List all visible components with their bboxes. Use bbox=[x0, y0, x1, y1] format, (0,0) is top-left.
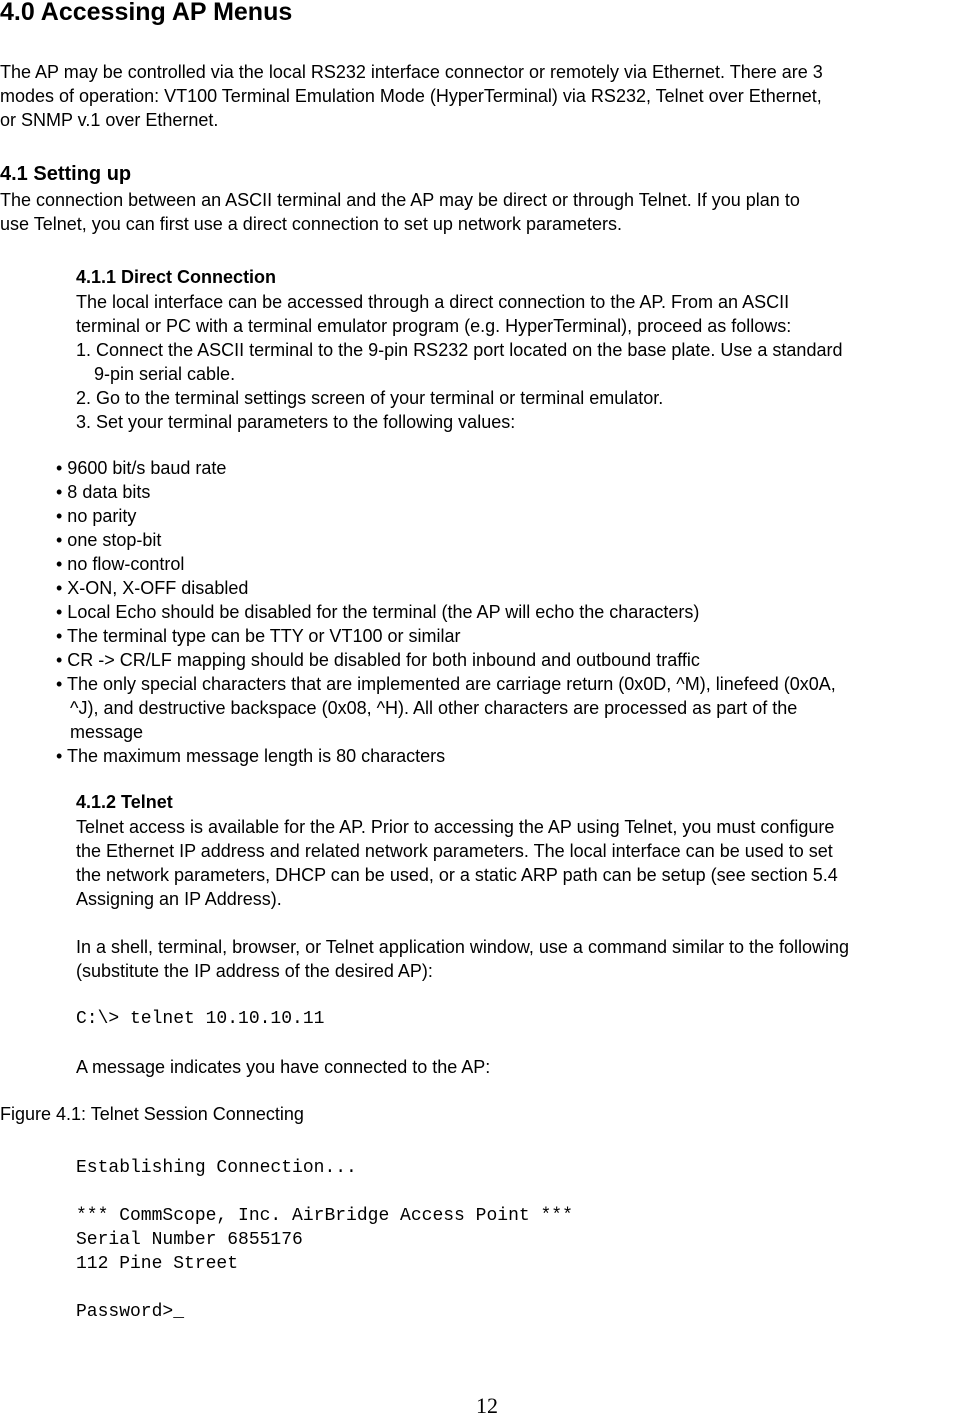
intro-line: modes of operation: VT100 Terminal Emulation Mode (HyperTerminal) via RS232, Telnet over Ethernet, bbox=[0, 86, 822, 106]
list-item: • CR -> CR/LF mapping should be disabled for both inbound and outbound traffic bbox=[56, 650, 700, 670]
list-item: • The maximum message length is 80 characters bbox=[56, 746, 446, 766]
setup-line: use Telnet, you can first use a direct connection to set up network parameters. bbox=[0, 214, 623, 234]
terminal-output-line: Serial Number 6855176 bbox=[76, 1230, 303, 1250]
terminal-output-line: Establishing Connection... bbox=[76, 1158, 357, 1178]
direct-connection-paragraph bbox=[76, 290, 842, 434]
telnet-heading: 4.1.2 Telnet bbox=[76, 792, 173, 812]
telnet-line: the network parameters, DHCP can be used, or a static ARP path can be setup (see section 5.4 bbox=[76, 865, 838, 885]
list-item: • X-ON, X-OFF disabled bbox=[56, 578, 249, 598]
direct-connection-heading: 4.1.1 Direct Connection bbox=[76, 267, 277, 287]
telnet-line: In a shell, terminal, browser, or Telnet application window, use a command similar to the following bbox=[76, 937, 850, 957]
list-item: • no parity bbox=[56, 506, 137, 526]
telnet-line: the Ethernet IP address and related network parameters. The local interface can be used to set bbox=[76, 841, 833, 861]
password-prompt: Password>_ bbox=[76, 1302, 185, 1322]
list-item: • 9600 bit/s baud rate bbox=[56, 458, 227, 478]
list-item: • one stop-bit bbox=[56, 530, 162, 550]
intro-line: The AP may be controlled via the local RS232 interface connector or remotely via Ethernet. There are 3 bbox=[0, 62, 823, 82]
direct-line: The local interface can be accessed through a direct connection to the AP. From an ASCII bbox=[76, 292, 790, 312]
setup-line: The connection between an ASCII terminal and the AP may be direct or through Telnet. If you plan to bbox=[0, 190, 800, 210]
list-item: • The terminal type can be TTY or VT100 or similar bbox=[56, 626, 461, 646]
telnet-line: Assigning an IP Address). bbox=[76, 889, 282, 909]
telnet-command-intro bbox=[76, 935, 849, 983]
telnet-command: C:\> telnet 10.10.10.11 bbox=[76, 1009, 325, 1029]
terminal-output-line: *** CommScope, Inc. AirBridge Access Point *** bbox=[76, 1206, 573, 1226]
figure-caption: Figure 4.1: Telnet Session Connecting bbox=[0, 1104, 304, 1124]
list-item: • 8 data bits bbox=[56, 482, 151, 502]
page-number: 12 bbox=[476, 1393, 498, 1418]
list-item-continuation: message bbox=[70, 722, 144, 742]
telnet-paragraph bbox=[76, 815, 838, 911]
setup-paragraph bbox=[0, 188, 800, 236]
step-item: 2. Go to the terminal settings screen of your terminal or terminal emulator. bbox=[76, 388, 664, 408]
list-item-continuation: ^J), and destructive backspace (0x08, ^H). All other characters are processed as part of the bbox=[70, 698, 798, 718]
direct-line: terminal or PC with a terminal emulator program (e.g. HyperTerminal), proceed as follows: bbox=[76, 316, 792, 336]
list-item: • Local Echo should be disabled for the terminal (the AP will echo the characters) bbox=[56, 602, 700, 622]
step-item: 3. Set your terminal parameters to the following values: bbox=[76, 412, 516, 432]
connected-message: A message indicates you have connected to the AP: bbox=[76, 1057, 491, 1077]
list-item: • The only special characters that are implemented are carriage return (0x0D, ^M), linefeed (0x0A, bbox=[56, 674, 836, 694]
step-item-continuation: 9-pin serial cable. bbox=[94, 364, 236, 384]
step-item: 1. Connect the ASCII terminal to the 9-pin RS232 port located on the base plate. Use a standard bbox=[76, 340, 843, 360]
telnet-line: Telnet access is available for the AP. Prior to accessing the AP using Telnet, you must configure bbox=[76, 817, 835, 837]
terminal-output-line: 112 Pine Street bbox=[76, 1254, 239, 1274]
list-item: • no flow-control bbox=[56, 554, 185, 574]
telnet-line: (substitute the IP address of the desired AP): bbox=[76, 961, 433, 981]
setup-heading: 4.1 Setting up bbox=[0, 163, 132, 185]
intro-line: or SNMP v.1 over Ethernet. bbox=[0, 110, 219, 130]
intro-paragraph bbox=[0, 60, 823, 132]
section-title: 4.0 Accessing AP Menus bbox=[0, 0, 293, 26]
